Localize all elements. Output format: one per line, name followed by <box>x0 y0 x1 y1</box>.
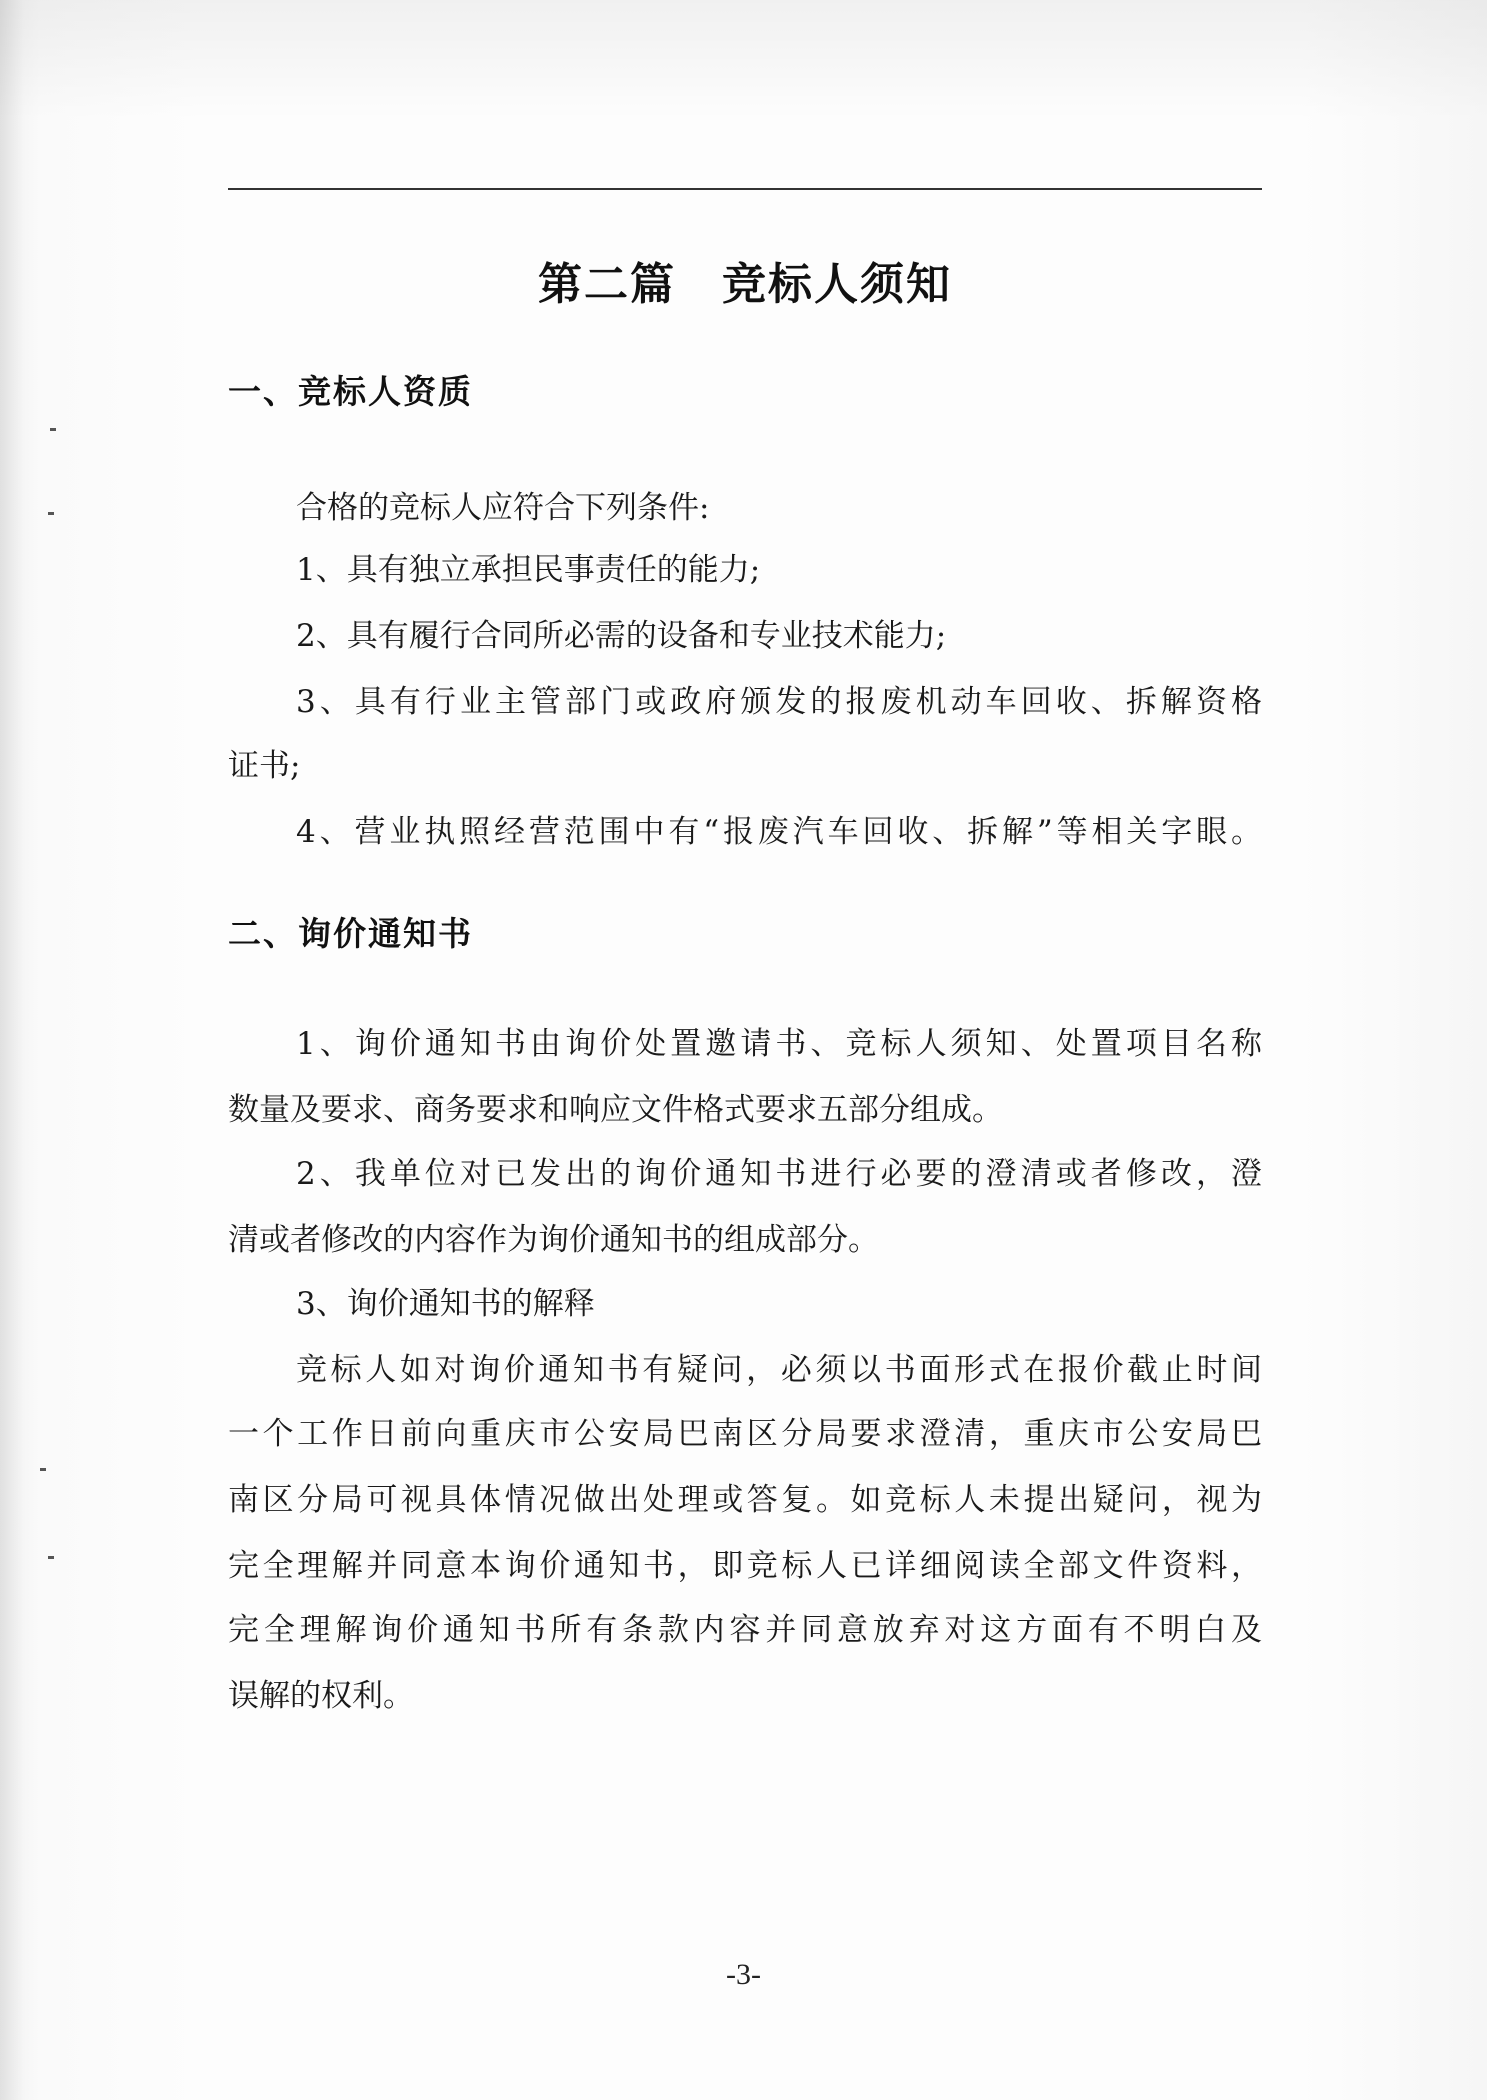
list-item: 1、具有独立承担民事责任的能力; <box>296 552 761 588</box>
header-rule <box>228 188 1262 190</box>
paragraph-line: 3、询价通知书的解释 <box>296 1286 595 1322</box>
paragraph-line: 完全理解并同意本询价通知书，即竞标人已详细阅读全部文件资料， <box>228 1548 1262 1584</box>
document-title: 第二篇 竞标人须知 <box>538 259 952 310</box>
scan-edge <box>0 0 24 2100</box>
margin-mark <box>48 1556 54 1559</box>
list-item-continuation: 证书; <box>228 748 301 784</box>
paragraph-line: 清或者修改的内容作为询价通知书的组成部分。 <box>228 1222 879 1258</box>
paragraph-line: 数量及要求、商务要求和响应文件格式要求五部分组成。 <box>228 1092 1003 1128</box>
section-heading-qualifications: 一、竞标人资质 <box>228 372 473 411</box>
paragraph-line: 南区分局可视具体情况做出处理或答复。如竞标人未提出疑问，视为 <box>228 1482 1262 1518</box>
paragraph-line: 误解的权利。 <box>228 1678 414 1714</box>
list-item: 2、具有履行合同所必需的设备和专业技术能力; <box>296 618 947 654</box>
paragraph-line: 一个工作日前向重庆市公安局巴南区分局要求澄清，重庆市公安局巴 <box>228 1416 1262 1452</box>
paragraph-line: 2、我单位对已发出的询价通知书进行必要的澄清或者修改，澄 <box>296 1156 1262 1192</box>
paragraph-line: 1、询价通知书由询价处置邀请书、竞标人须知、处置项目名称 <box>296 1026 1262 1062</box>
paragraph-line: 合格的竞标人应符合下列条件: <box>296 490 710 526</box>
section-heading-inquiry-notice: 二、询价通知书 <box>228 914 473 953</box>
paragraph-line: 竞标人如对询价通知书有疑问，必须以书面形式在报价截止时间 <box>296 1352 1262 1388</box>
page-number: -3- <box>726 1958 761 1991</box>
scan-shadow <box>0 0 1487 120</box>
list-item: 3、具有行业主管部门或政府颁发的报废机动车回收、拆解资格 <box>296 684 1262 720</box>
margin-mark <box>50 428 56 431</box>
margin-mark <box>48 512 54 515</box>
list-item: 4、营业执照经营范围中有“报废汽车回收、拆解”等相关字眼。 <box>296 814 1262 850</box>
margin-mark <box>40 1468 46 1471</box>
paragraph-line: 完全理解询价通知书所有条款内容并同意放弃对这方面有不明白及 <box>228 1612 1262 1648</box>
